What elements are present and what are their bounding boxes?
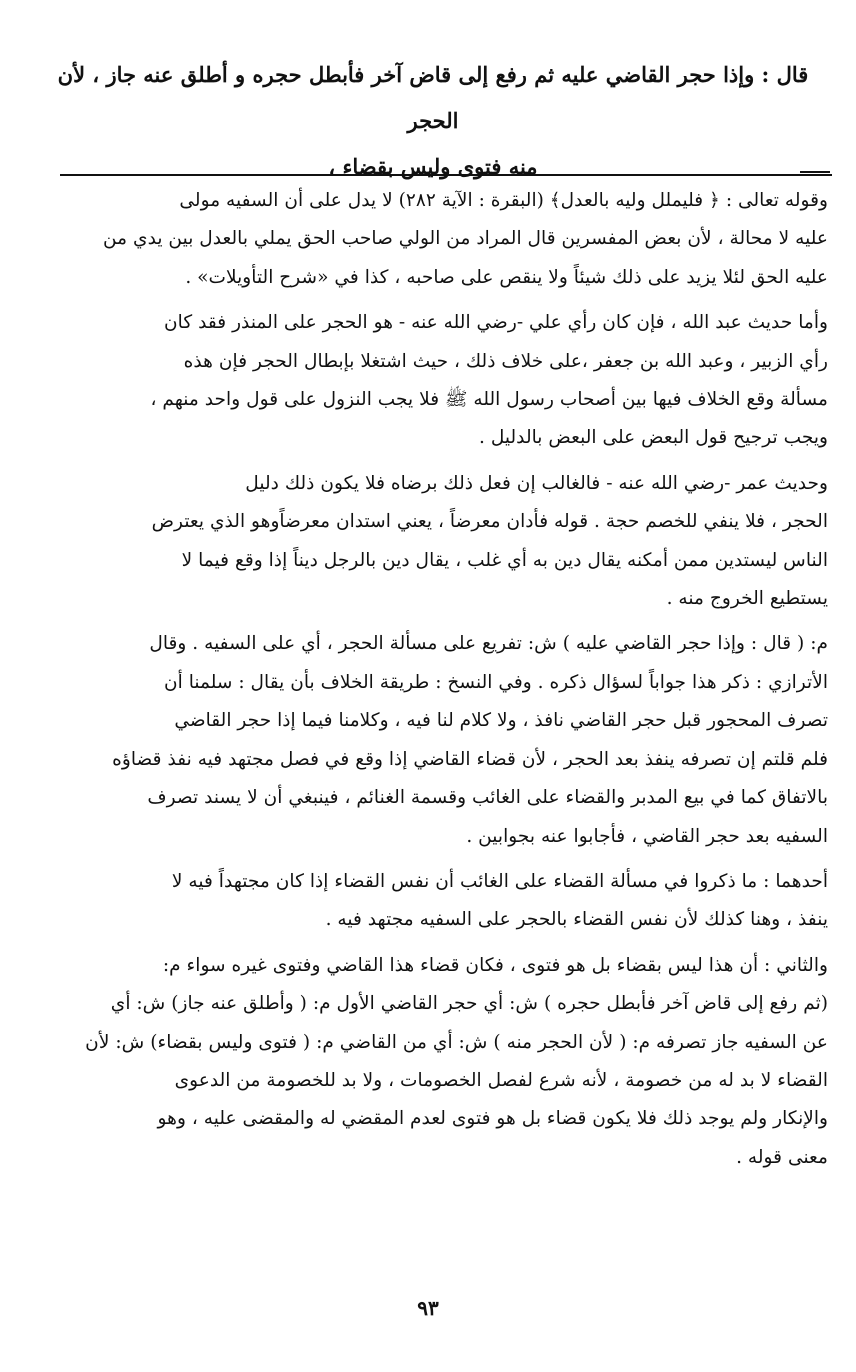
separator-rule <box>60 174 832 176</box>
commentary-line: رأي الزبير ، وعبد الله بن جعفر ،على خلاف ذلك ، حيث اشتغلا بإبطال الحجر فإن هذه <box>183 350 828 372</box>
commentary-line: م: ( قال : وإذا حجر القاضي عليه ) ش: تفريع على مسألة الحجر ، أي على السفيه . وقال <box>149 633 828 655</box>
matn-text <box>50 52 816 190</box>
matn-line: منه فتوى وليس بقضاء ، <box>328 154 538 179</box>
commentary-line: تصرف المحجور قبل حجر القاضي نافذ ، ولا كلام لنا فيه ، وكلامنا فيما إذا حجر القاضي <box>174 710 828 732</box>
commentary-line: ويجب ترجيح قول البعض على البعض بالدليل . <box>479 427 828 449</box>
commentary-line: مسألة وقع الخلاف فيها بين أصحاب رسول الله ﷺ فلا يجب النزول على قول واحد منهم ، <box>150 389 828 411</box>
commentary-line: عليه لا محالة ، لأن بعض المفسرين قال المراد من الولي صاحب الحق يملي بالعدل بين يدي من <box>103 228 828 250</box>
commentary-line: السفيه بعد حجر القاضي ، فأجابوا عنه بجوابين . <box>466 825 828 847</box>
commentary-line: ينفذ ، وهنا كذلك لأن نفس القضاء بالحجر على السفيه مجتهد فيه . <box>325 909 828 931</box>
commentary-line: الناس ليستدين ممن أمكنه يقال دين به أي غلب ، يقال دين بالرجل ديناً إذا وقع فيما لا <box>181 549 828 571</box>
matn-line: قال : وإذا حجر القاضي عليه ثم رفع إلى قاض آخر فأبطل حجره و أطلق عنه جاز ، لأن الحجر <box>57 62 809 133</box>
commentary-paragraph <box>38 304 828 458</box>
commentary-line: والإنكار ولم يوجد ذلك فلا يكون قضاء بل هو فتوى لعدم المقضي له والمقضى عليه ، وهو <box>157 1108 828 1130</box>
commentary-paragraph <box>38 947 828 1177</box>
commentary-line: وحديث عمر -رضي الله عنه - فالغالب إن فعل ذلك برضاه فلا يكون ذلك دليل <box>245 472 828 494</box>
commentary-paragraph <box>38 863 828 940</box>
commentary-line: والثاني : أن هذا ليس بقضاء بل هو فتوى ، فكان قضاء هذا القاضي وفتوى غيره سواء م: <box>162 954 828 976</box>
commentary-line: وقوله تعالى : ﴿ فليملل وليه بالعدل﴾ (البقرة : الآية ٢٨٢) لا يدل على أن السفيه مولى <box>179 190 828 211</box>
commentary-line: فلم قلتم إن تصرفه ينفذ بعد الحجر ، لأن قضاء القاضي إذا وقع في فصل مجتهد فيه نفذ قضاؤه <box>112 748 828 770</box>
commentary-line: معنى قوله . <box>736 1146 828 1168</box>
commentary-line: عن السفيه جاز تصرفه م: ( لأن الحجر منه ) ش: أي من القاضي م: ( فتوى وليس بقضاء) ش: لأن <box>85 1031 828 1053</box>
commentary-line: عليه الحق لئلا يزيد على ذلك شيئاً ولا ينقص على صاحبه ، كذا في «شرح التأويلات» . <box>185 266 828 288</box>
commentary-paragraph <box>38 465 828 619</box>
separator-rule-short <box>800 171 830 173</box>
commentary-line: القضاء لا بد له من خصومة ، لأنه شرع لفصل الخصومات ، ولا بد للخصومة من الدعوى <box>174 1069 828 1091</box>
commentary-line: الأترازي : ذكر هذا جواباً لسؤال ذكره . وفي النسخ : طريقة الخلاف بأن يقال : سلمنا أن <box>163 671 828 693</box>
commentary-line: أحدهما : ما ذكروا في مسألة القضاء على الغائب أن نفس القضاء إذا كان مجتهداً فيه لا <box>171 870 828 892</box>
page-number: ٩٣ <box>417 1296 439 1320</box>
commentary-line: يستطيع الخروج منه . <box>666 588 828 610</box>
commentary-paragraph <box>38 182 828 297</box>
commentary-line: الحجر ، فلا ينفي للخصم حجة . قوله فأدان معرضاً ، يعني استدان معرضاًوهو الذي يعترض <box>151 511 828 533</box>
commentary-line: وأما حديث عبد الله ، فإن كان رأي علي -رضي الله عنه - هو الحجر على المنذر فقد كان <box>164 312 828 334</box>
commentary-paragraph <box>38 625 828 855</box>
commentary-body <box>38 182 828 1184</box>
commentary-line: (ثم رفع إلى قاض آخر فأبطل حجره ) ش: أي حجر القاضي الأول م: ( وأطلق عنه جاز) ش: أي <box>110 993 828 1015</box>
commentary-line: بالاتفاق كما في بيع المدبر والقضاء على الغائب وقسمة الغنائم ، فينبغي أن لا يسند تصرف <box>147 787 828 809</box>
